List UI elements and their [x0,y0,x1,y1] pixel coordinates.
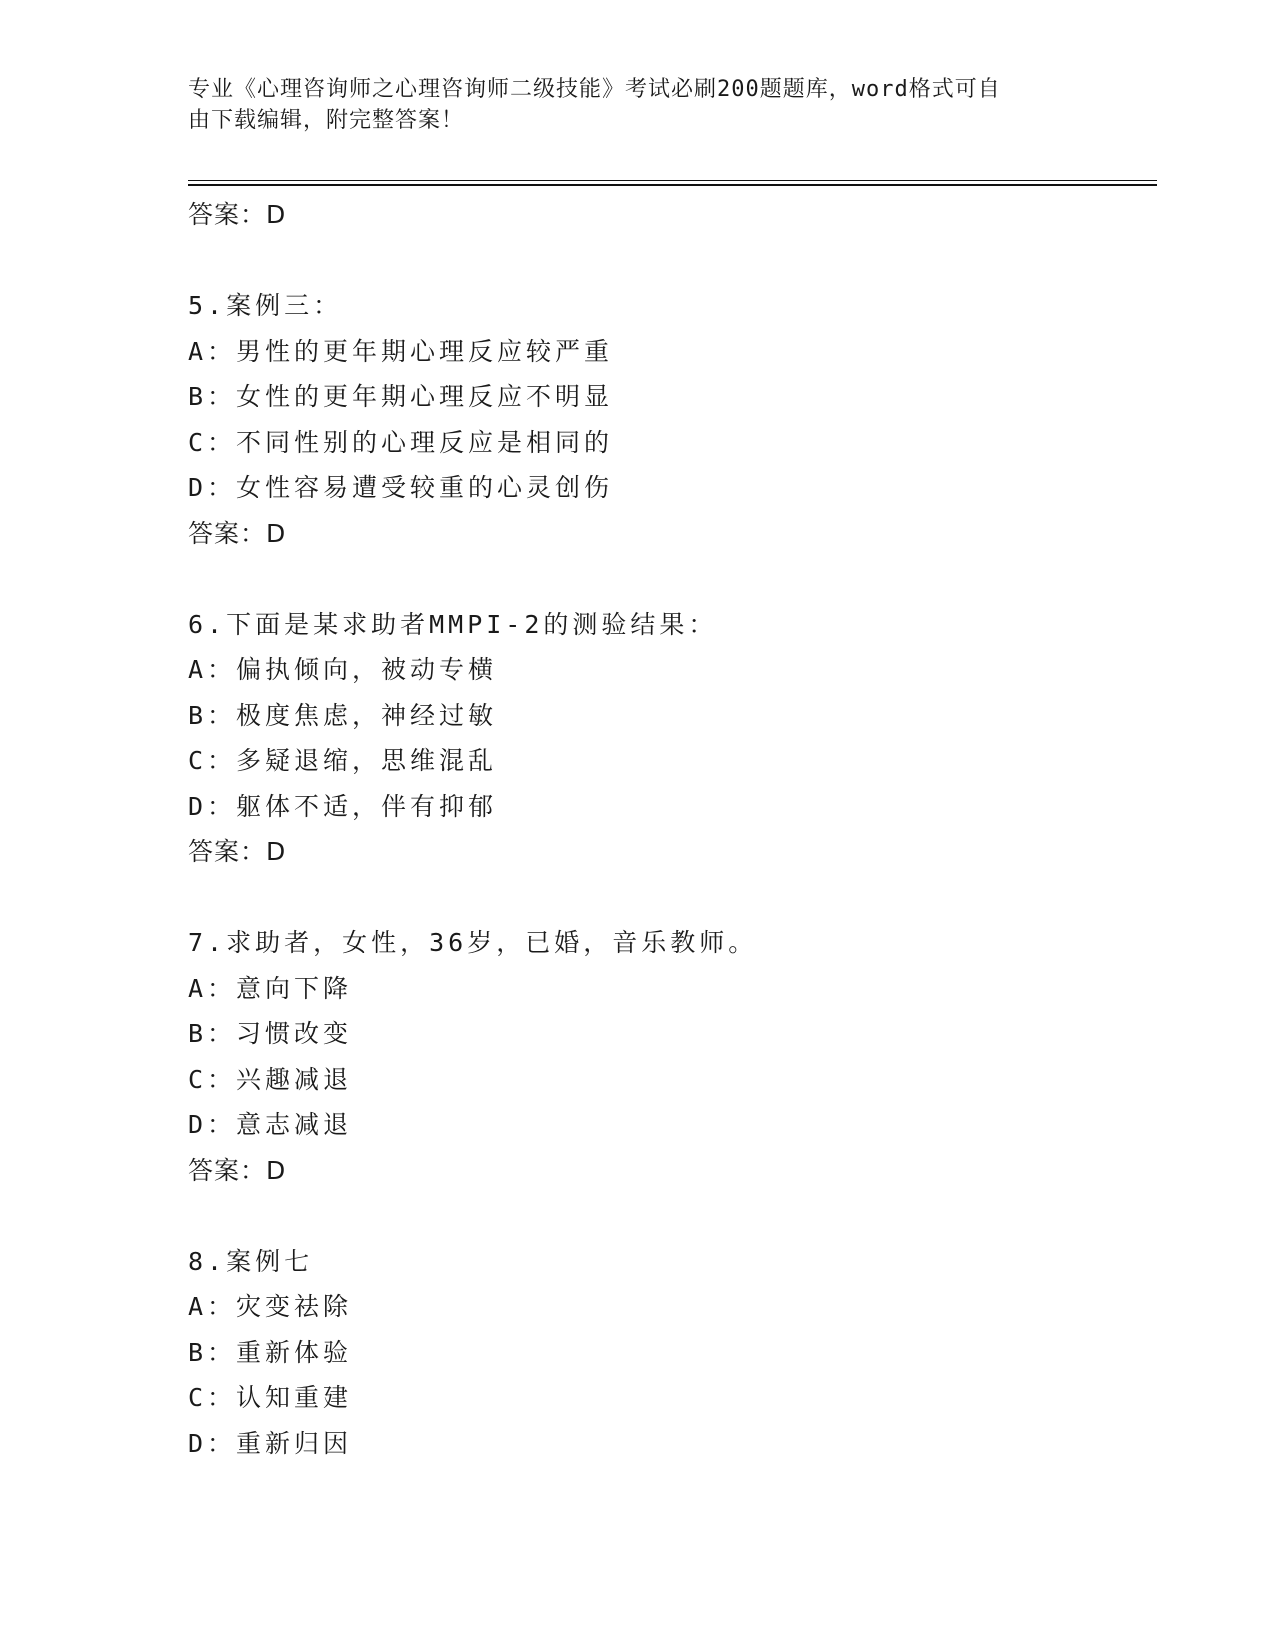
question-8 [188,1239,1157,1467]
document-header [188,74,1088,136]
answer-line: 答案：D [188,200,287,229]
option-d: D：意志减退 [188,1110,353,1139]
question-stem: 7.求助者，女性，36岁，已婚，音乐教师。 [188,928,758,957]
option-c: C：多疑退缩，思维混乱 [188,746,498,775]
header-divider-thick [188,184,1157,186]
spacer [188,238,1157,284]
question-stem: 8.案例七 [188,1246,314,1276]
option-a: A：男性的更年期心理反应较严重 [188,336,614,366]
question-5 [188,283,1157,556]
option-a: A：意向下降 [188,973,353,1003]
spacer [188,875,1157,921]
question-list [188,192,1157,1466]
option-b: B：习惯改变 [188,1019,353,1048]
option-a: A：偏执倾向，被动专横 [188,655,498,684]
option-d: D：女性容易遭受较重的心灵创伤 [188,473,614,502]
spacer [188,1193,1157,1239]
question-6 [188,602,1157,875]
question-7 [188,920,1157,1193]
option-d: D：重新归因 [188,1428,353,1458]
option-a: A：灾变祛除 [188,1292,353,1321]
answer-line: 答案：D [188,837,287,866]
spacer [188,556,1157,602]
option-b: B：重新体验 [188,1337,353,1367]
header-line-1: 专业《心理咨询师之心理咨询师二级技能》考试必刷200题题库，word格式可自 [188,77,1001,102]
header-line-2: 由下载编辑，附完整答案！ [188,108,465,133]
option-c: C：不同性别的心理反应是相同的 [188,427,614,457]
header-divider-thin [188,180,1157,181]
question-stem: 6.下面是某求助者MMPI-2的测验结果： [188,609,718,639]
option-c: C：认知重建 [188,1383,353,1412]
option-d: D：躯体不适，伴有抑郁 [188,791,498,821]
option-c: C：兴趣减退 [188,1064,353,1094]
option-b: B：女性的更年期心理反应不明显 [188,382,614,411]
answer-line: 答案：D [188,518,287,548]
option-b: B：极度焦虑，神经过敏 [188,700,498,730]
question-stem: 5.案例三： [188,291,343,320]
answer-line: 答案：D [188,1155,287,1185]
